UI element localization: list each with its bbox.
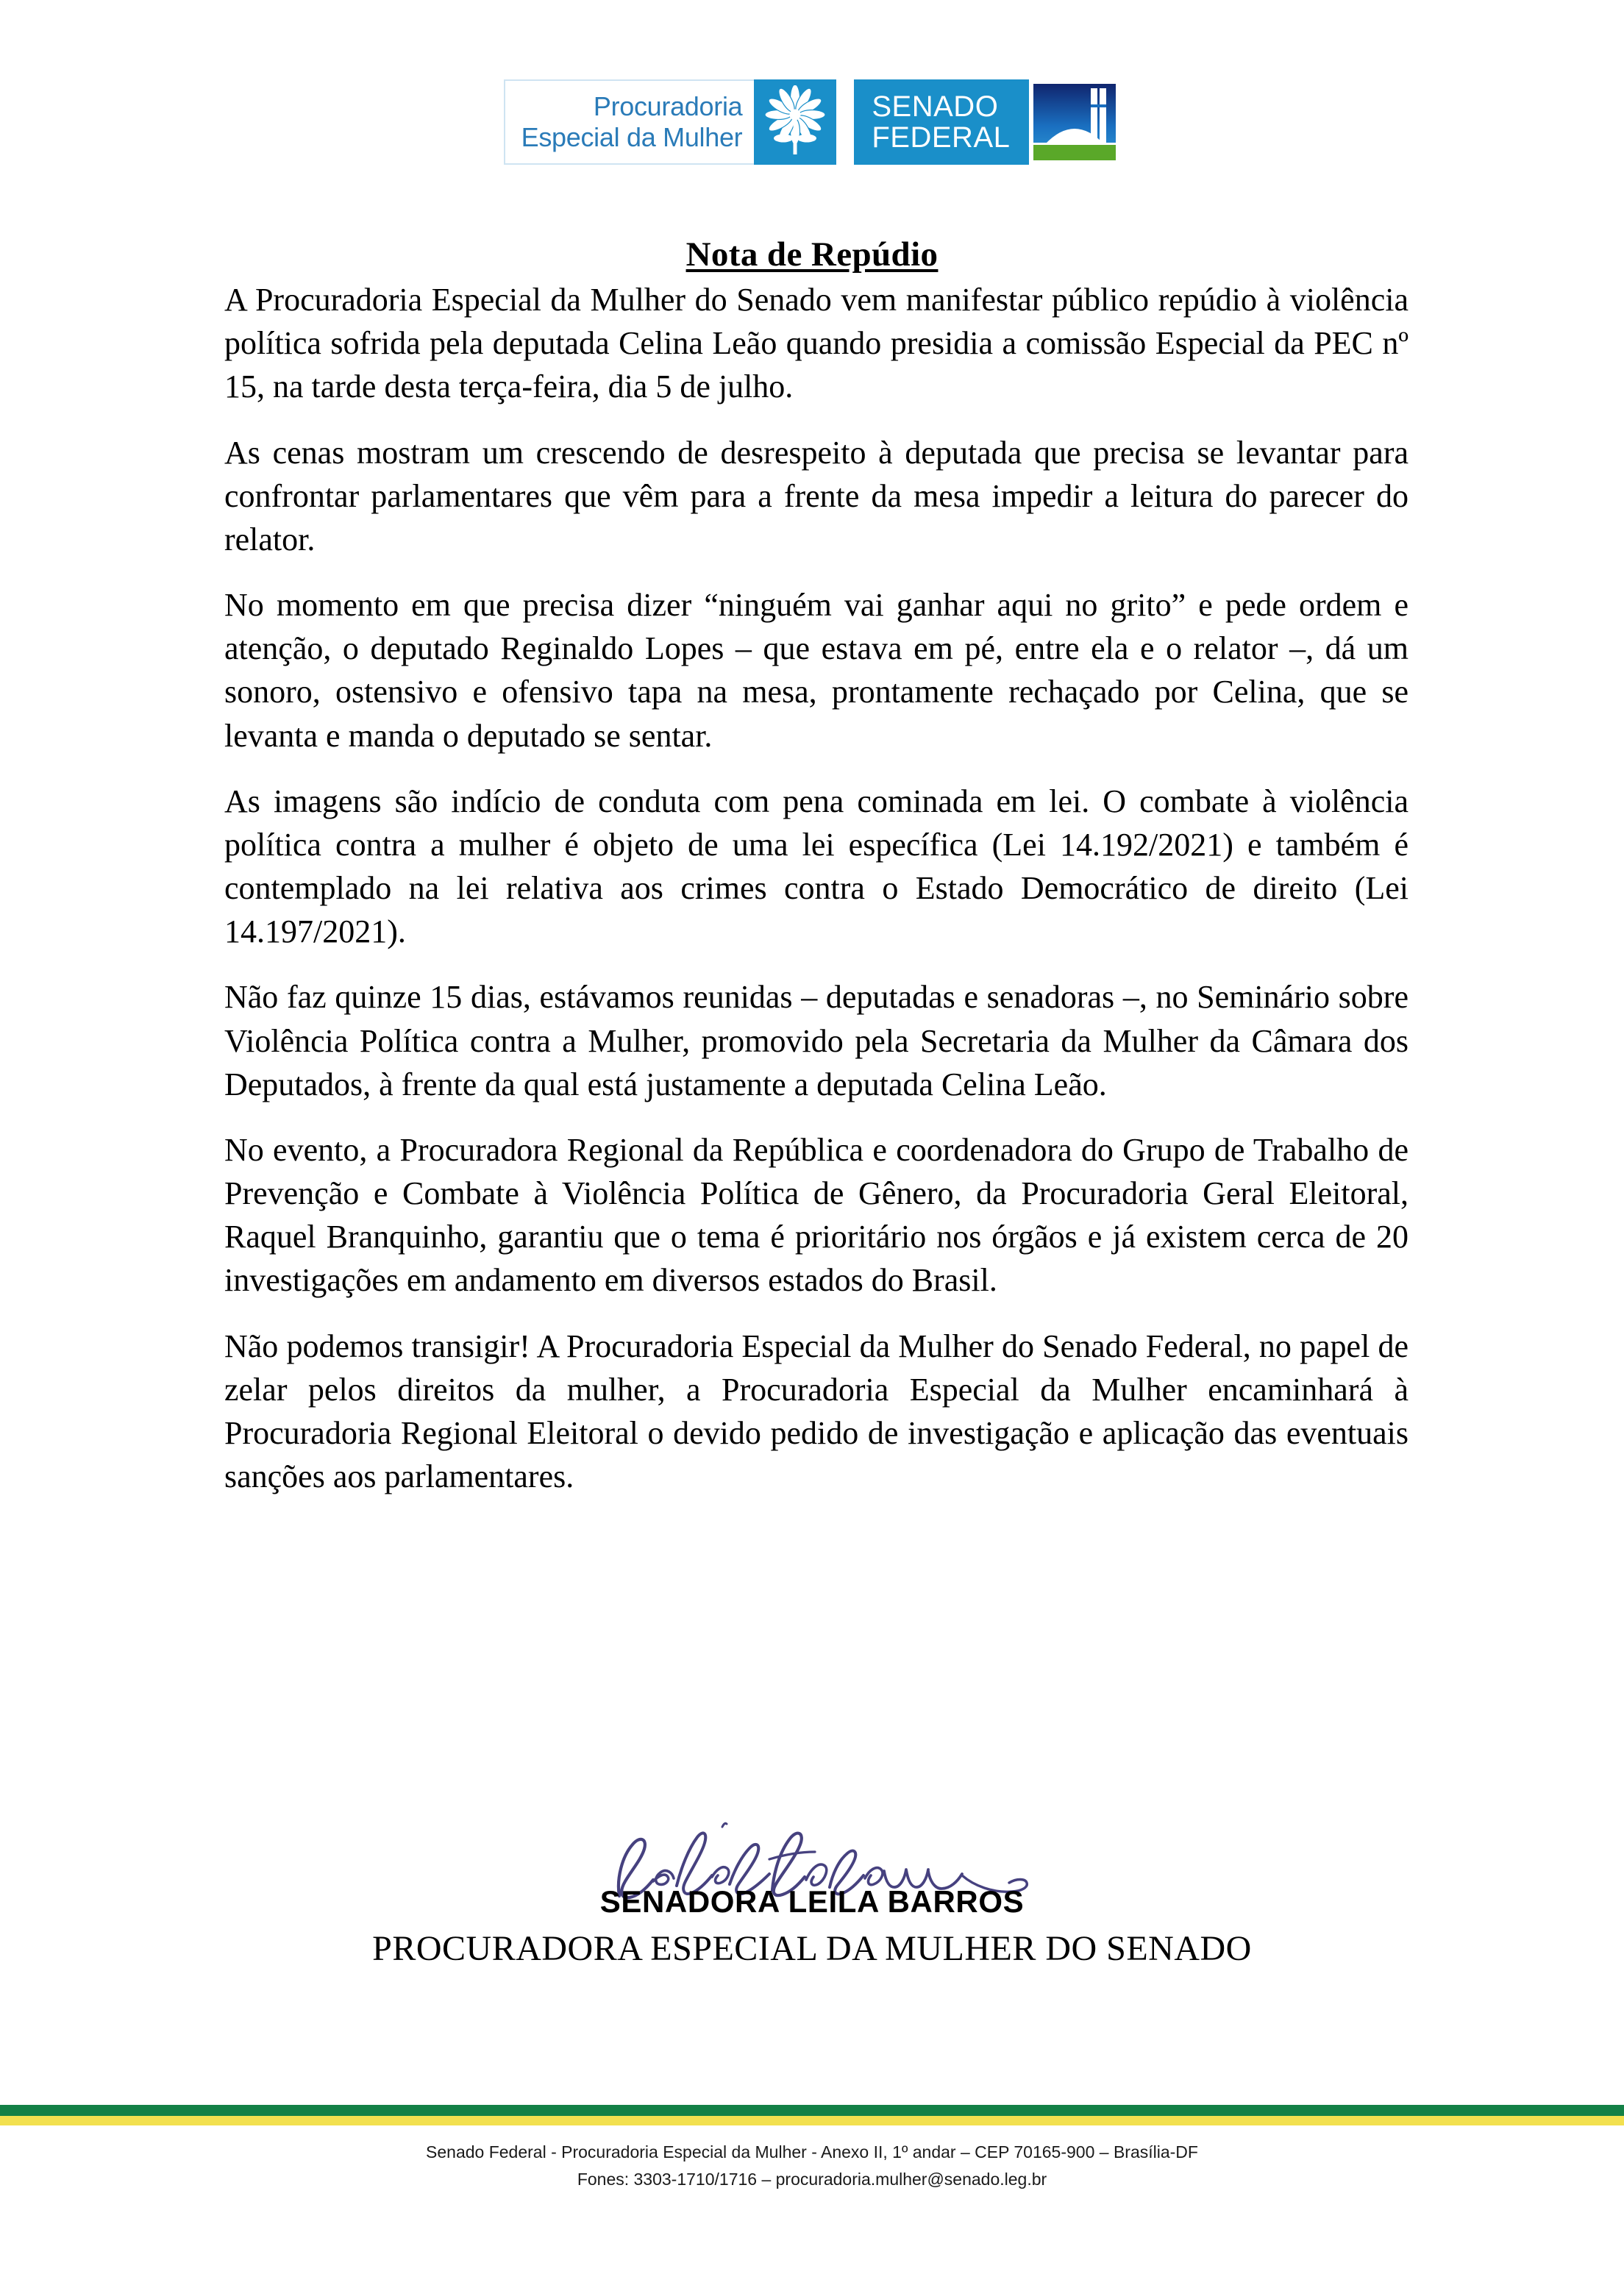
document-body [224,278,1408,1520]
senado-logo-line2: FEDERAL [872,121,1011,154]
page-title [0,235,1624,274]
senado-logo-text [854,79,1029,165]
page-title-text: Nota de Repúdio [685,235,939,274]
paragraph-7: Não podemos transigir! A Procuradoria Especial da Mulher do Senado Federal, no papel de zelar pelos direitos da mulher, a Procuradoria Especial da Mulher encaminhará à Procuradoria Regional Eleitoral o devido pedido de investigação e aplicação das eventuais sanções aos parlamentares. [224,1327,1408,1495]
paragraph-2: As cenas mostram um crescendo de desrespeito à deputada que precisa se levantar para confrontar parlamentares que vêm para a frente da mesa impedir a leitura do parecer do relator. [224,434,1408,557]
footer-contact [0,2139,1624,2194]
procuradoria-especial-mulher-logo [504,79,837,165]
congresso-nacional-icon [1029,79,1120,165]
footer-phone-email-line: Fones: 3303-1710/1716 – procuradoria.mulher@senado.leg.br [577,2170,1047,2189]
paragraph-5: Não faz quinze 15 dias, estávamos reunidas – deputadas e senadoras –, no Seminário sobre Violência Política contra a Mulher, promovido pela Secretaria da Mulher da Câmara dos Deputados, à frente da qual está justamente a deputada Celina Leão. [224,979,1408,1102]
procuradoria-logo-text [504,79,755,165]
paragraph-3: No momento em que precisa dizer “ninguém vai ganhar aqui no grito” e pede ordem e atenção, o deputado Reginaldo Lopes – que estava em pé, entre ela e o relator –, dá um sonoro, ostensivo e ofensivo tapa na mesa, prontamente rechaçado por Celina, que se levanta e manda o deputado se sentar. [224,587,1408,754]
footer-stripes [0,2105,1624,2125]
signature-name: SENADORA LEILA BARROS [599,1884,1025,1919]
footer-address-line: Senado Federal - Procuradoria Especial da Mulher - Anexo II, 1º andar – CEP 70165-900 – Brasília-DF [426,2142,1198,2162]
senado-federal-logo [854,79,1120,165]
procuradoria-logo-line2: Especial da Mulher [521,122,743,152]
senado-logo-line1: SENADO [872,90,999,123]
paragraph-1: A Procuradoria Especial da Mulher do Senado vem manifestar público repúdio à violência política sofrida pela deputada Celina Leão quando presidia a comissão Especial da PEC nº 15, na tarde desta terça-feira, dia 5 de julho. [224,282,1408,405]
signature-role: PROCURADORA ESPECIAL DA MULHER DO SENADO [372,1929,1252,1968]
header-logos [0,79,1624,165]
signature-wrap [577,1814,1047,1924]
footer-stripe-green [0,2105,1624,2116]
procuradoria-logo-line1: Procuradoria [593,90,743,121]
footer-stripe-yellow [0,2116,1624,2125]
paragraph-6: No evento, a Procuradora Regional da República e coordenadora do Grupo de Trabalho de Prevenção e Combate à Violência Política de Gênero, da Procuradoria Geral Eleitoral, Raquel Branquinho, garantiu que o tema é prioritário nos órgãos e já existem cerca de 20 investigações em andamento em diversos estados do Brasil. [224,1131,1408,1299]
flower-icon [754,79,836,165]
paragraph-4: As imagens são indício de conduta com pena cominada em lei. O combate à violência política contra a mulher é objeto de uma lei específica (Lei 14.192/2021) e também é contemplado na lei relativa aos crimes contra o Estado Democrático de direito (Lei 14.197/2021). [224,783,1408,950]
signature-block [0,1814,1624,1928]
